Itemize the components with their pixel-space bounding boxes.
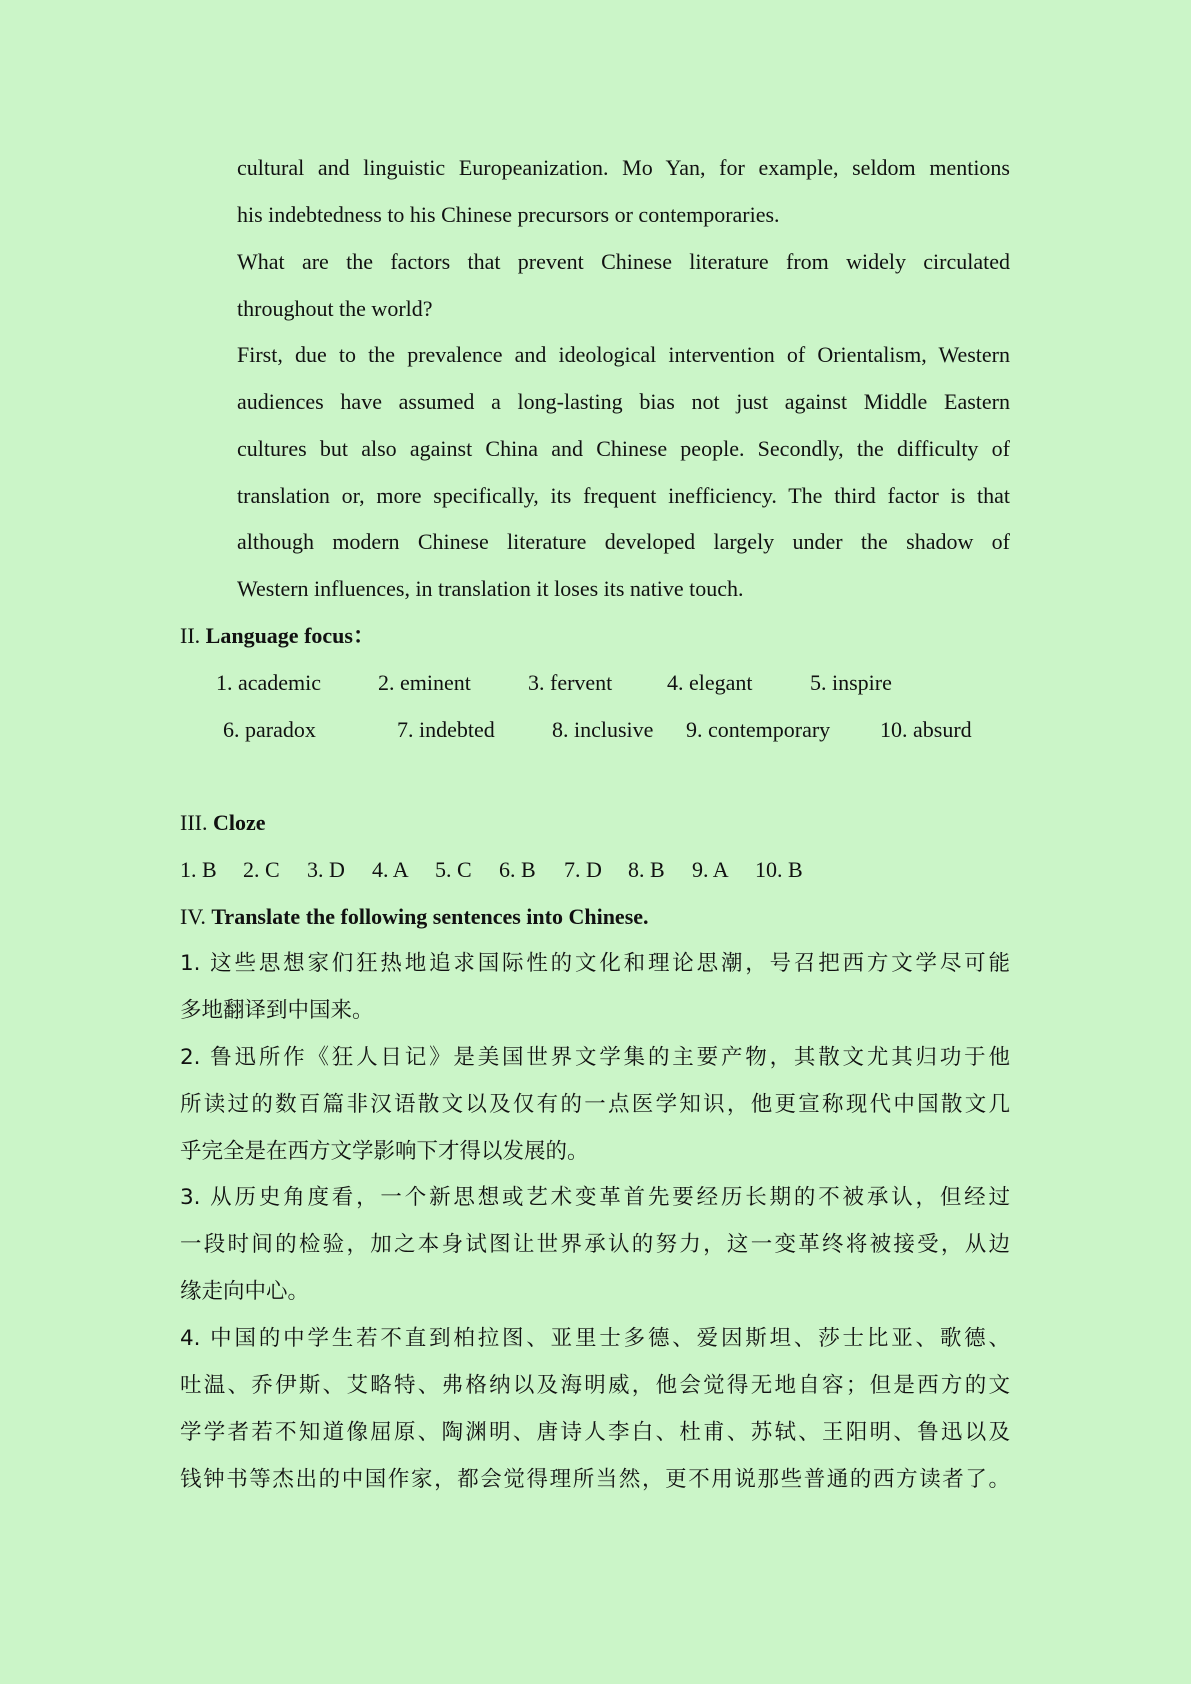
cloze-answer: 2. C: [243, 857, 280, 882]
vocab-item: 9. contemporary: [686, 717, 831, 742]
passage-line: What are the factors that prevent Chinese literature from widely circulated: [237, 249, 1010, 274]
passage-line: cultures but also against China and Chinese people. Secondly, the difficulty of: [237, 436, 1010, 461]
vocab-item: 6. paradox: [223, 717, 316, 742]
translation-line: 4. 中国的中学生若不直到柏拉图、亚里士多德、爱因斯坦、莎士比亚、歌德、: [180, 1326, 1010, 1351]
translation-line: 多地翻译到中国来。: [180, 998, 374, 1023]
translation-line: 学学者若不知道像屈原、陶渊明、唐诗人李白、杜甫、苏轼、王阳明、鲁迅以及: [180, 1420, 1010, 1445]
translation-line: 3. 从历史角度看，一个新思想或艺术变革首先要经历长期的不被承认，但经过: [180, 1185, 1010, 1210]
cloze-answer: 1. B: [180, 857, 217, 882]
section-heading-cloze: [180, 808, 266, 838]
vocab-item: 8. inclusive: [552, 717, 654, 742]
cloze-answer: 8. B: [628, 857, 665, 882]
translation-line: 一段时间的检验，加之本身试图让世界承认的努力，这一变革终将被接受，从边: [180, 1232, 1010, 1257]
cloze-answer: 4. A: [372, 857, 409, 882]
passage-line: although modern Chinese literature developed largely under the shadow of: [237, 529, 1010, 554]
vocab-item: 5. inspire: [810, 670, 892, 695]
section-title: Cloze: [212, 810, 266, 835]
section-numeral: IV.: [180, 904, 206, 929]
section-title: Language focus：: [205, 623, 375, 648]
passage-line: audiences have assumed a long-lasting bias not just against Middle Eastern: [237, 389, 1010, 414]
vocab-item: 3. fervent: [528, 670, 613, 695]
passage-line: First, due to the prevalence and ideological intervention of Orientalism, Western: [237, 342, 1010, 367]
cloze-answer: 3. D: [307, 857, 345, 882]
passage-line: throughout the world?: [237, 296, 433, 321]
cloze-answer: 7. D: [564, 857, 602, 882]
cloze-answer: 6. B: [499, 857, 536, 882]
vocab-item: 10. absurd: [880, 717, 972, 742]
section-heading-translation: [180, 902, 649, 932]
vocab-item: 4. elegant: [667, 670, 753, 695]
translation-line: 所读过的数百篇非汉语散文以及仅有的一点医学知识，他更宣称现代中国散文几: [180, 1092, 1010, 1117]
vocab-item: 2. eminent: [378, 670, 471, 695]
cloze-answer: 5. C: [435, 857, 472, 882]
section-heading-language-focus: [180, 621, 375, 651]
passage-line: cultural and linguistic Europeanization. Mo Yan, for example, seldom mentions: [237, 155, 1010, 180]
vocab-item: 7. indebted: [397, 717, 495, 742]
translation-line: 钱钟书等杰出的中国作家，都会觉得理所当然，更不用说那些普通的西方读者了。: [180, 1467, 1010, 1492]
translation-line: 吐温、乔伊斯、艾略特、弗格纳以及海明威，他会觉得无地自容；但是西方的文: [180, 1373, 1010, 1398]
section-title: Translate the following sentences into Chinese.: [211, 904, 649, 929]
passage-line: Western influences, in translation it loses its native touch.: [237, 576, 744, 601]
cloze-answer: 9. A: [692, 857, 729, 882]
cloze-answer: 10. B: [755, 857, 803, 882]
translation-line: 乎完全是在西方文学影响下才得以发展的。: [180, 1139, 589, 1164]
translation-line: 1. 这些思想家们狂热地追求国际性的文化和理论思潮，号召把西方文学尽可能: [180, 951, 1010, 976]
section-numeral: II.: [180, 623, 201, 648]
section-numeral: III.: [180, 810, 208, 835]
passage-line: his indebtedness to his Chinese precursors or contemporaries.: [237, 202, 780, 227]
passage-line: translation or, more specifically, its frequent inefficiency. The third factor is that: [237, 483, 1010, 508]
translation-line: 2. 鲁迅所作《狂人日记》是美国世界文学集的主要产物，其散文尤其归功于他: [180, 1045, 1010, 1070]
translation-line: 缘走向中心。: [180, 1279, 310, 1304]
vocab-item: 1. academic: [216, 670, 322, 695]
